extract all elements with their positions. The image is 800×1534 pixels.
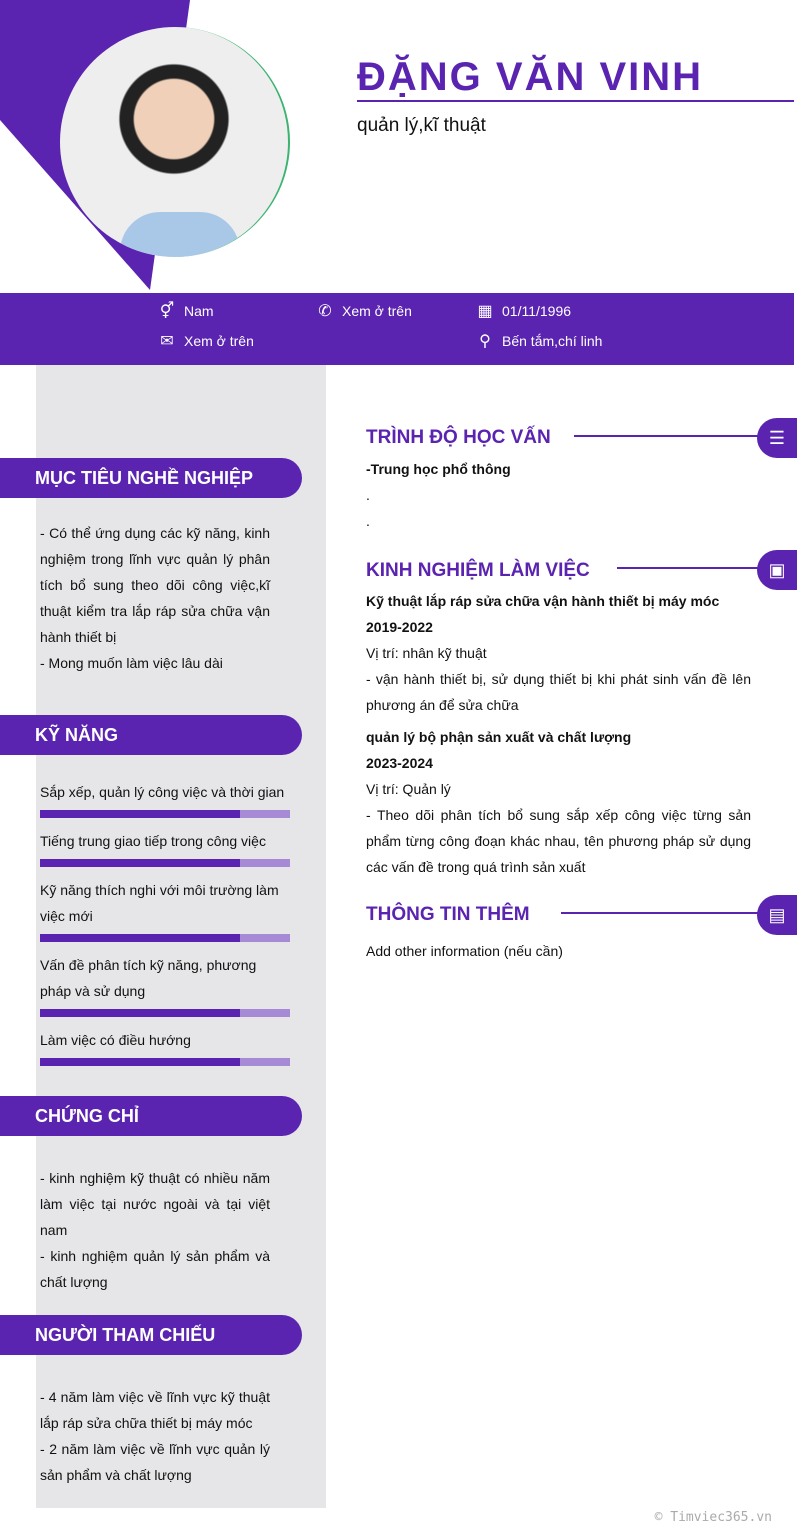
envelope-icon: ✉	[160, 333, 174, 350]
skills-heading: KỸ NĂNG	[0, 715, 302, 755]
additional-heading: THÔNG TIN THÊM	[366, 904, 530, 925]
contact-phone	[316, 301, 412, 321]
contact-bar	[0, 293, 794, 365]
objective-text: - Có thể ứng dụng các kỹ năng, kinh nghiệm trong lĩnh vực quản lý phân tích bổ sung theo dõi công việc,kĩ thuật kiểm tra lắp ráp sửa chữa vận hành thiết bị - Mong muốn làm việc lâu dài	[40, 525, 270, 671]
education-heading: TRÌNH ĐỘ HỌC VẤN	[366, 427, 551, 448]
gender-value: Nam	[184, 303, 214, 319]
document-add-icon: ▤	[757, 895, 797, 935]
skill-bar	[40, 810, 290, 818]
skill-label: Kỹ năng thích nghi với môi trường làm việc mới	[40, 882, 279, 924]
email-value: Xem ở trên	[184, 333, 254, 349]
skill-bar	[40, 859, 290, 867]
experience-heading: KINH NGHIỆM LÀM VIỆC	[366, 560, 590, 581]
phone-value: Xem ở trên	[342, 303, 412, 319]
certificates-text: - kinh nghiệm kỹ thuật có nhiều năm làm việc tại nước ngoài và tại việt nam - kinh nghiệm quản lý sản phẩm và chất lượng	[40, 1170, 270, 1290]
candidate-name: ĐẶNG VĂN VINH	[357, 55, 704, 99]
contact-gender	[158, 301, 214, 321]
gender-icon: ⚥	[159, 303, 175, 320]
skill-label: Sắp xếp, quản lý công việc và thời gian	[40, 784, 285, 800]
address-value: Bến tắm,chí linh	[502, 333, 603, 349]
skill-bar	[40, 1058, 290, 1066]
skill-label: Tiếng trung giao tiếp trong công việc	[40, 833, 266, 849]
certificates-heading: CHỨNG CHỈ	[0, 1096, 302, 1136]
phone-icon: ✆	[318, 303, 332, 320]
references-text: - 4 năm làm việc về lĩnh vực kỹ thuật lắp ráp sửa chữa thiết bị máy móc - 2 năm làm việc về lĩnh vực quản lý sản phẩm và chất lượng	[40, 1389, 270, 1483]
skill-label: Làm việc có điều hướng	[40, 1032, 191, 1048]
experience-list: Kỹ thuật lắp ráp sửa chữa vận hành thiết bị máy móc 2019-2022 Vị trí: nhân kỹ thuật - vận hành thiết bị, sử dụng thiết bị khi phát sinh vấn đề lên phương án để sửa chữa quản lý bộ phận sản xuất và chất lượng 2023-2024 Vị trí: Quản lý - Theo dõi phân tích bổ sung sắp xếp công việc từng sản phẩm từng công đoạn khác nhau, tên phương pháp sử dụng các vấn đề trong quá trình sản xuất	[366, 593, 751, 875]
footer-watermark: © Timviec365.vn	[654, 1510, 772, 1525]
objective-heading: MỤC TIÊU NGHỀ NGHIỆP	[0, 458, 302, 498]
map-marker-icon: ⚲	[479, 333, 491, 350]
skill-bar	[40, 934, 290, 942]
contact-email	[158, 331, 254, 351]
references-heading: NGƯỜI THAM CHIẾU	[0, 1315, 302, 1355]
calendar-icon: ▦	[477, 303, 493, 320]
heading-line	[561, 912, 760, 914]
heading-line	[574, 435, 760, 437]
skill-bar	[40, 1009, 290, 1017]
additional-text: Add other information (nếu cần)	[366, 943, 563, 959]
education-text: -Trung học phổ thông . .	[366, 461, 511, 529]
contact-birthday	[476, 301, 571, 321]
birthday-value: 01/11/1996	[502, 303, 572, 319]
avatar	[60, 27, 290, 257]
job-title: quản lý,kĩ thuật	[357, 115, 486, 136]
heading-line	[617, 567, 760, 569]
layers-icon: ☰	[757, 418, 797, 458]
contact-address	[476, 331, 602, 351]
name-divider	[357, 100, 794, 102]
skill-label: Vấn đề phân tích kỹ năng, phương pháp và sử dụng	[40, 957, 257, 999]
contact-book-icon: ▣	[757, 550, 797, 590]
